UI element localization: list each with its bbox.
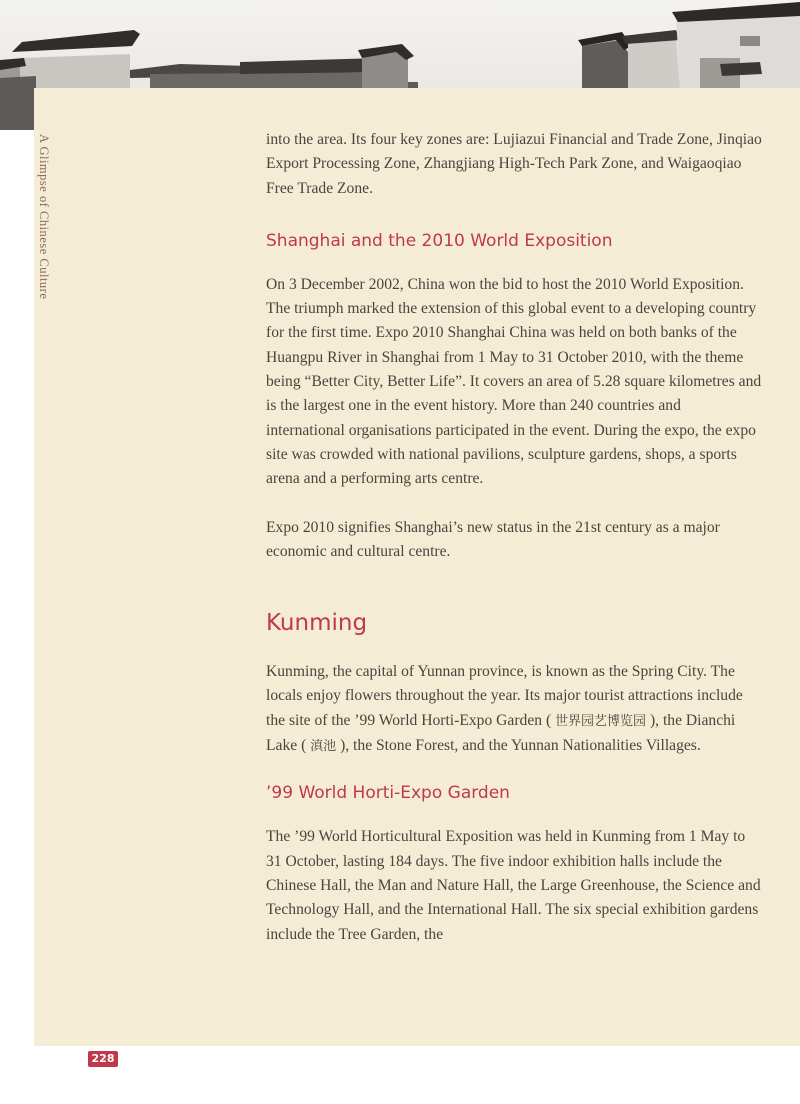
kunming-text-2: ), the Dianchi Lake (	[266, 711, 736, 755]
dianchi-lake-chinese: 滇池	[310, 739, 337, 755]
kunming-text-1: Kunming, the capital of Yunnan province, is known as the Spring City. The locals enjoy flowers throughout the year. Its major tourist attractions include the site of the ’99 World Horti-Expo Garden (	[266, 663, 743, 729]
intro-paragraph: into the area. Its four key zones are: Lujiazui Financial and Trade Zone, Jinqiao Export Processing Zone, Zhangjiang High-Tech Park Zone, and Waigaoqiao Free Trade Zone.	[266, 131, 762, 197]
horti-paragraph: The ’99 World Horticultural Exposition was held in Kunming from 1 May to 31 October, lasting 184 days. The five indoor exhibition halls include the Chinese Hall, the Man and Nature Hall, the Large Greenhouse, the Science and Technology Hall, and the International Hall. The six special exhibition gardens include the Tree Garden, the	[266, 828, 761, 943]
side-title: A Glimpse of Chinese Culture	[37, 134, 51, 300]
kunming-text-3: ), the Stone Forest, and the Yunnan Nationalities Villages.	[336, 737, 701, 755]
horti-expo-garden-chinese: 世界园艺博览园	[555, 713, 647, 729]
main-content	[266, 128, 762, 947]
kunming-paragraph	[266, 660, 762, 759]
kunming-heading: Kunming	[266, 610, 368, 637]
horti-heading: ’99 World Horti-Expo Garden	[266, 783, 510, 804]
expo-paragraph-2: Expo 2010 signifies Shanghai’s new status in the 21st century as a major economic and cultural centre.	[266, 518, 720, 560]
expo-paragraph-1: On 3 December 2002, China won the bid to host the 2010 World Exposition. The triumph marked the extension of this global event to a developing country for the first time. Expo 2010 Shanghai China was held on both banks of the Huangpu River in Shanghai from 1 May to 31 October 2010, with the theme being “Better City, Better Life”. It covers an area of 5.28 square kilometres and is the largest one in the event history. More than 240 countries and international organisations participated in the event. During the expo, the expo site was crowded with national pavilions, sculpture gardens, shops, a sports arena and a performing arts centre.	[266, 275, 762, 488]
page-number: 228	[88, 1051, 118, 1067]
expo-heading: Shanghai and the 2010 World Exposition	[266, 230, 613, 251]
